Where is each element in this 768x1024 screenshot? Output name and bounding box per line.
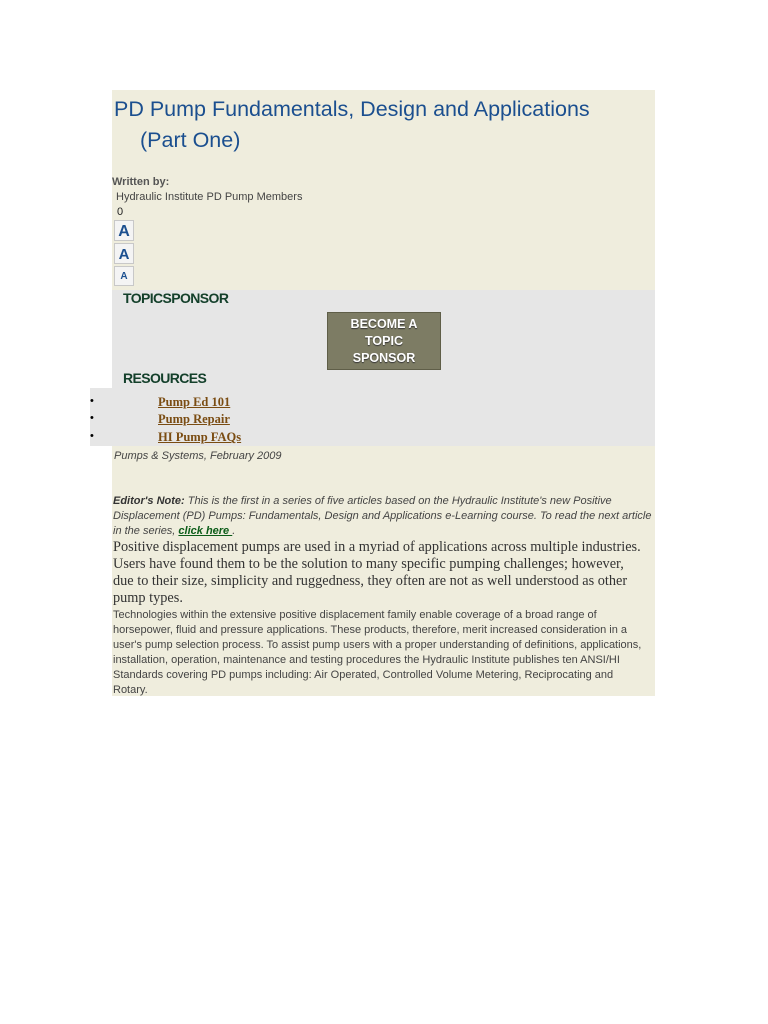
next-article-link[interactable]: click here xyxy=(178,525,233,537)
lead-paragraph: Positive displacement pumps are used in a myriad of applications across multiple industries. Users have found them to be the solution to many specific pumping challenges; however, due to their size, simplicity and ruggedness, they often are not as well understood as other pump types. xyxy=(113,539,641,606)
become-sponsor-banner[interactable] xyxy=(327,312,441,370)
topic-sponsor-heading: TOPICSPONSOR xyxy=(123,290,229,306)
resource-link-pump-ed[interactable]: Pump Ed 101 xyxy=(158,395,231,409)
written-by-label: Written by: xyxy=(112,176,170,188)
editor-note-text: This is the first in a series of five articles based on the Hydraulic Institute's new Positive Displacement (PD) Pumps: Fundamentals, Design and Applications e-Learning course. To read the next article in the series, xyxy=(113,495,652,537)
title-line-2: (Part One) xyxy=(140,128,241,152)
editor-note-label: Editor's Note: xyxy=(113,495,185,507)
banner-line-1: BECOME A xyxy=(350,316,418,331)
font-size-medium-button[interactable]: A xyxy=(114,243,134,264)
font-size-large-button[interactable]: A xyxy=(114,220,134,241)
editor-note-end: . xyxy=(232,525,236,537)
body-paragraph: Technologies within the extensive positive displacement family enable coverage of a broad range of horsepower, fluid and pressure applications. These products, therefore, merit increased consideration in a user's pump selection process. To assist pump users with a proper understanding of definitions, applications, installation, operation, maintenance and testing procedures the Hydraulic Institute publishes ten ANSI/HI Standards covering PD pumps including: Air Operated, Controlled Volume Metering, Reciprocating and Rotary. xyxy=(113,609,642,696)
resource-link-pump-repair[interactable]: Pump Repair xyxy=(158,412,230,426)
banner-line-2: TOPIC xyxy=(365,333,403,348)
resource-link-faqs[interactable]: HI Pump FAQs xyxy=(158,430,242,444)
list-item xyxy=(0,395,400,413)
comment-count: 0 xyxy=(117,206,124,218)
banner-line-3: SPONSOR xyxy=(352,350,416,365)
resources-heading: RESOURCES xyxy=(123,370,207,386)
editor-note xyxy=(113,494,653,539)
page-title xyxy=(114,94,659,156)
title-line-1: PD Pump Fundamentals, Design and Applications xyxy=(114,97,590,121)
list-item xyxy=(0,412,400,430)
bullet-icon: • xyxy=(90,412,94,424)
font-size-small-button[interactable]: A xyxy=(114,266,134,286)
author-name: Hydraulic Institute PD Pump Members xyxy=(116,191,303,203)
bullet-icon: • xyxy=(90,430,94,442)
bullet-icon: • xyxy=(90,395,94,407)
list-item xyxy=(0,430,400,448)
dateline: Pumps & Systems, February 2009 xyxy=(114,450,282,462)
